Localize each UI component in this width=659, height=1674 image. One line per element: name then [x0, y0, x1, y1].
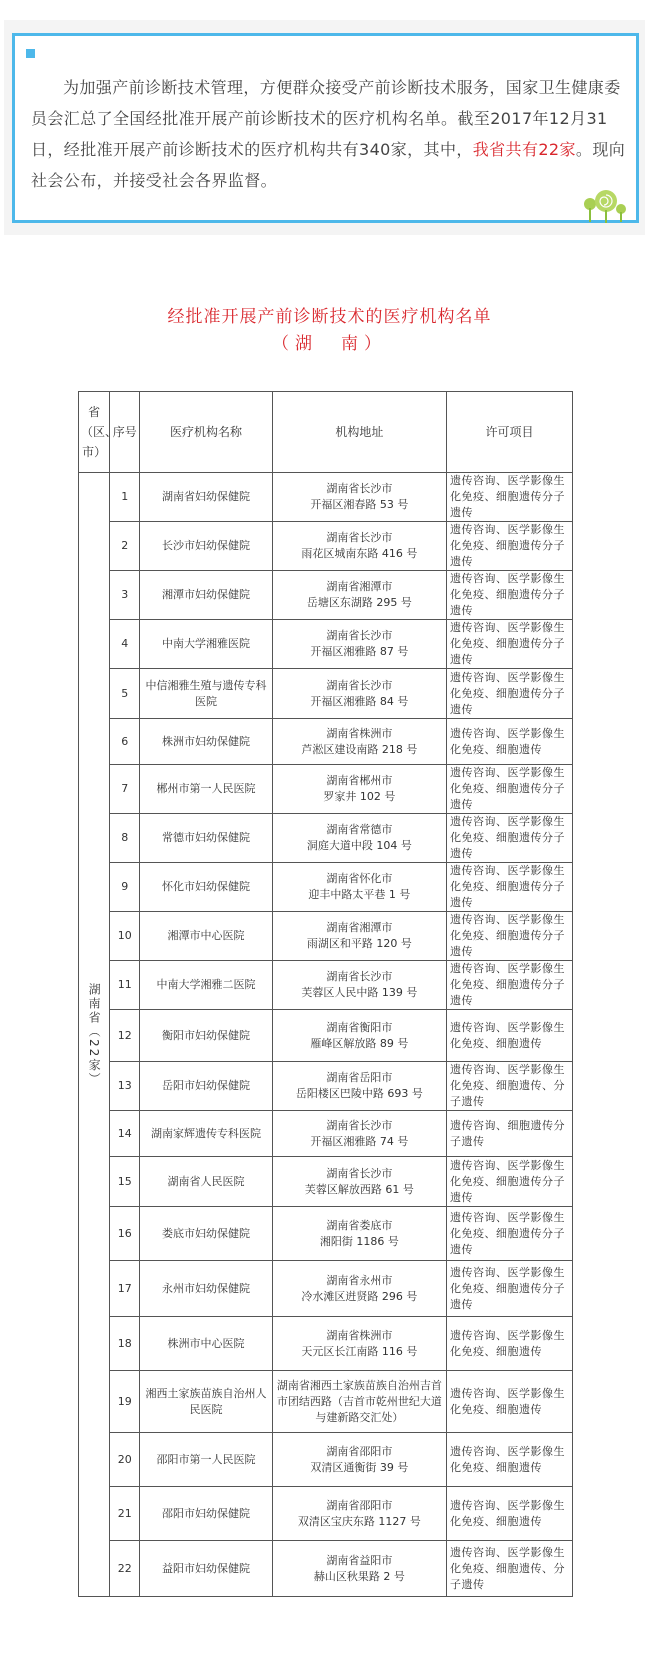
- institution-name: 中南大学湘雅二医院: [140, 961, 272, 1010]
- address-line-1: 湖南省邵阳市: [326, 1444, 393, 1458]
- row-number: 17: [110, 1261, 140, 1317]
- permit-items: 遗传咨询、医学影像生化免疫、细胞遗传分子遗传: [447, 473, 573, 522]
- address-line-1: 湖南省衡阳市: [326, 1020, 393, 1034]
- table-row: [79, 814, 573, 863]
- address-line-1: 湖南省常德市: [326, 823, 393, 836]
- table-row: [79, 1541, 573, 1597]
- institution-name: 益阳市妇幼保健院: [140, 1541, 272, 1597]
- table-row: [79, 1261, 573, 1317]
- row-number: 6: [110, 719, 140, 765]
- permit-items: 遗传咨询、医学影像生化免疫、细胞遗传分子遗传: [447, 522, 573, 571]
- notice-text-after: 。现向社会公布，并接受社会各界监督。: [31, 140, 626, 190]
- institution-table: [78, 391, 573, 1597]
- header-permit: 许可项目: [447, 392, 573, 473]
- table-row: [79, 719, 573, 765]
- row-number: 22: [110, 1541, 140, 1597]
- list-title: 经批准开展产前诊断技术的医疗机构名单: [167, 307, 492, 327]
- row-number: 16: [110, 1207, 140, 1261]
- permit-items: 遗传咨询、医学影像生化免疫、细胞遗传: [447, 1371, 573, 1433]
- address-line-1: 湖南省邵阳市: [326, 1498, 393, 1512]
- institution-name: 永州市妇幼保健院: [140, 1261, 272, 1317]
- square-bullet-icon: [26, 49, 35, 58]
- institution-address: [272, 620, 446, 669]
- institution-name: 湖南家辉遗传专科医院: [140, 1111, 272, 1157]
- address-line-1: 湖南省永州市: [326, 1273, 393, 1287]
- row-number: 2: [110, 522, 140, 571]
- institution-name: 株洲市中心医院: [140, 1317, 272, 1371]
- institution-address: [272, 522, 446, 571]
- address-line-1: 湖南省长沙市: [326, 678, 393, 692]
- row-number: 1: [110, 473, 140, 522]
- address-line-1: 湖南省长沙市: [326, 1118, 393, 1132]
- address-line-2: 罗家井 102 号: [323, 790, 396, 803]
- address-line-2: 雨花区城南东路 416 号: [301, 547, 418, 560]
- table-body: [79, 473, 573, 1597]
- institution-address: [272, 912, 446, 961]
- institution-address: [272, 814, 446, 863]
- permit-items: 遗传咨询、医学影像生化免疫、细胞遗传: [447, 1010, 573, 1062]
- address-line-1: 湖南省长沙市: [326, 970, 393, 983]
- institution-address: [272, 1371, 446, 1433]
- table-row: [79, 522, 573, 571]
- row-number: 14: [110, 1111, 140, 1157]
- list-subtitle: （湖 南）: [272, 334, 387, 354]
- institution-name: 邵阳市妇幼保健院: [140, 1487, 272, 1541]
- permit-items: 遗传咨询、医学影像生化免疫、细胞遗传分子遗传: [447, 1261, 573, 1317]
- institution-name: 中南大学湘雅医院: [140, 620, 272, 669]
- row-number: 10: [110, 912, 140, 961]
- institution-address: [272, 961, 446, 1010]
- table-row: [79, 1487, 573, 1541]
- address-line-1: 湖南省郴州市: [326, 774, 393, 787]
- header-name: 医疗机构名称: [140, 392, 272, 473]
- institution-address: [272, 863, 446, 912]
- institution-name: 湘西土家族苗族自治州人民医院: [140, 1371, 272, 1433]
- address-line-1: 湖南省长沙市: [326, 629, 393, 642]
- row-number: 20: [110, 1433, 140, 1487]
- address-line-1: 湖南省娄底市: [326, 1218, 393, 1232]
- address-line-2: 迎丰中路太平巷 1 号: [308, 888, 411, 901]
- province-label: 湖南省（22家）: [87, 982, 102, 1087]
- permit-items: 遗传咨询、医学影像生化免疫、细胞遗传分子遗传: [447, 669, 573, 719]
- institution-address: [272, 1261, 446, 1317]
- institution-name: 湘潭市中心医院: [140, 912, 272, 961]
- table-row: [79, 912, 573, 961]
- table-row: [79, 571, 573, 620]
- permit-items: 遗传咨询、细胞遗传分子遗传: [447, 1111, 573, 1157]
- institution-address: [272, 1111, 446, 1157]
- notice-paragraph: [31, 72, 627, 196]
- address-line-1: 湖南省长沙市: [326, 531, 393, 544]
- institution-address: [272, 1062, 446, 1111]
- table-row: [79, 1111, 573, 1157]
- table-row: [79, 765, 573, 814]
- permit-items: 遗传咨询、医学影像生化免疫、细胞遗传: [447, 1317, 573, 1371]
- table-header-row: [79, 392, 573, 473]
- permit-items: 遗传咨询、医学影像生化免疫、细胞遗传分子遗传: [447, 961, 573, 1010]
- address-line-1: 湖南省长沙市: [326, 482, 393, 495]
- permit-items: 遗传咨询、医学影像生化免疫、细胞遗传分子遗传: [447, 1207, 573, 1261]
- address-line-1: 湖南省长沙市: [326, 1166, 393, 1180]
- table-row: [79, 1062, 573, 1111]
- row-number: 11: [110, 961, 140, 1010]
- header-province: 省（区、市）: [79, 392, 110, 473]
- address-line-1: 湖南省湘西土家族苗族自治州吉首市团结西路（吉首市乾州世纪大道与建新路交汇处）: [276, 1378, 442, 1424]
- address-line-1: 湖南省益阳市: [326, 1553, 393, 1567]
- address-line-2: 开福区湘雅路 84 号: [310, 694, 409, 708]
- table-row: [79, 863, 573, 912]
- row-number: 5: [110, 669, 140, 719]
- table-row: [79, 1207, 573, 1261]
- institution-name: 株洲市妇幼保健院: [140, 719, 272, 765]
- row-number: 19: [110, 1371, 140, 1433]
- institution-name: 长沙市妇幼保健院: [140, 522, 272, 571]
- header-no: 序号: [110, 392, 140, 473]
- notice-text-before: 为加强产前诊断技术管理，方便群众接受产前诊断技术服务，国家卫生健康委员会汇总了全国经批准开展产前诊断技术的医疗机构名单。截至2017年12月31日，经批准开展产前诊断技术的医疗机构共有340家，其中，: [31, 78, 621, 159]
- table-row: [79, 620, 573, 669]
- permit-items: 遗传咨询、医学影像生化免疫、细胞遗传分子遗传: [447, 1157, 573, 1207]
- row-number: 8: [110, 814, 140, 863]
- permit-items: 遗传咨询、医学影像生化免疫、细胞遗传分子遗传: [447, 571, 573, 620]
- address-line-2: 开福区湘雅路 74 号: [310, 1134, 409, 1148]
- address-line-1: 湖南省湘潭市: [326, 580, 393, 593]
- institution-address: [272, 1317, 446, 1371]
- institution-name: 岳阳市妇幼保健院: [140, 1062, 272, 1111]
- institution-address: [272, 473, 446, 522]
- institution-name: 湖南省人民医院: [140, 1157, 272, 1207]
- address-line-2: 岳阳楼区巴陵中路 693 号: [295, 1087, 423, 1100]
- table-row: [79, 961, 573, 1010]
- address-line-1: 湖南省湘潭市: [326, 921, 393, 934]
- permit-items: 遗传咨询、医学影像生化免疫、细胞遗传分子遗传: [447, 814, 573, 863]
- institution-address: [272, 1433, 446, 1487]
- institution-address: [272, 1010, 446, 1062]
- institution-address: [272, 1541, 446, 1597]
- address-line-1: 湖南省岳阳市: [326, 1071, 393, 1084]
- address-line-1: 湖南省怀化市: [326, 872, 393, 885]
- row-number: 7: [110, 765, 140, 814]
- institution-name: 娄底市妇幼保健院: [140, 1207, 272, 1261]
- institution-name: 郴州市第一人民医院: [140, 765, 272, 814]
- row-number: 15: [110, 1157, 140, 1207]
- row-number: 12: [110, 1010, 140, 1062]
- institution-address: [272, 765, 446, 814]
- row-number: 3: [110, 571, 140, 620]
- address-line-2: 雨湖区和平路 120 号: [306, 937, 412, 950]
- row-number: 18: [110, 1317, 140, 1371]
- address-line-2: 雁峰区解放路 89 号: [310, 1036, 409, 1050]
- permit-items: 遗传咨询、医学影像生化免疫、细胞遗传分子遗传: [447, 620, 573, 669]
- institution-address: [272, 669, 446, 719]
- table-row: [79, 1010, 573, 1062]
- institution-name: 衡阳市妇幼保健院: [140, 1010, 272, 1062]
- table-row: [79, 1317, 573, 1371]
- table-row: [79, 473, 573, 522]
- address-line-2: 湘阳街 1186 号: [319, 1234, 399, 1248]
- institution-address: [272, 1487, 446, 1541]
- institution-name: 常德市妇幼保健院: [140, 814, 272, 863]
- permit-items: 遗传咨询、医学影像生化免疫、细胞遗传分子遗传: [447, 765, 573, 814]
- permit-items: 遗传咨询、医学影像生化免疫、细胞遗传、分子遗传: [447, 1062, 573, 1111]
- institution-address: [272, 719, 446, 765]
- address-line-2: 双清区通衡街 39 号: [310, 1460, 409, 1474]
- table-row: [79, 1157, 573, 1207]
- permit-items: 遗传咨询、医学影像生化免疫、细胞遗传: [447, 719, 573, 765]
- address-line-2: 双清区宝庆东路 1127 号: [297, 1514, 421, 1528]
- address-line-2: 芙蓉区解放西路 61 号: [304, 1182, 414, 1196]
- institution-name: 湖南省妇幼保健院: [140, 473, 272, 522]
- address-line-2: 岳塘区东湖路 295 号: [306, 596, 412, 609]
- permit-items: 遗传咨询、医学影像生化免疫、细胞遗传、分子遗传: [447, 1541, 573, 1597]
- address-line-2: 开福区湘雅路 87 号: [310, 645, 409, 658]
- row-number: 4: [110, 620, 140, 669]
- institution-name: 怀化市妇幼保健院: [140, 863, 272, 912]
- row-number: 9: [110, 863, 140, 912]
- institution-address: [272, 1207, 446, 1261]
- address-line-2: 芦淞区建设南路 218 号: [301, 742, 418, 756]
- permit-items: 遗传咨询、医学影像生化免疫、细胞遗传: [447, 1433, 573, 1487]
- institution-name: 中信湘雅生殖与遗传专科医院: [140, 669, 272, 719]
- header-address: 机构地址: [272, 392, 446, 473]
- notice-highlight: 我省共有22家: [472, 140, 576, 159]
- province-cell: [79, 473, 110, 1597]
- permit-items: 遗传咨询、医学影像生化免疫、细胞遗传: [447, 1487, 573, 1541]
- address-line-2: 赫山区秋果路 2 号: [313, 1569, 405, 1583]
- institution-name: 邵阳市第一人民医院: [140, 1433, 272, 1487]
- table-row: [79, 669, 573, 719]
- address-line-2: 芙蓉区人民中路 139 号: [301, 986, 418, 999]
- address-line-2: 冷水滩区逬贤路 296 号: [301, 1289, 418, 1303]
- notice-box: [12, 33, 639, 223]
- permit-items: 遗传咨询、医学影像生化免疫、细胞遗传分子遗传: [447, 912, 573, 961]
- table-row: [79, 1371, 573, 1433]
- table-row: [79, 1433, 573, 1487]
- row-number: 13: [110, 1062, 140, 1111]
- address-line-2: 天元区长江南路 116 号: [301, 1344, 418, 1358]
- address-line-2: 开福区湘春路 53 号: [310, 498, 409, 511]
- address-line-2: 洞庭大道中段 104 号: [306, 839, 412, 852]
- institution-address: [272, 1157, 446, 1207]
- institution-address: [272, 571, 446, 620]
- address-line-1: 湖南省株洲市: [326, 1328, 393, 1342]
- row-number: 21: [110, 1487, 140, 1541]
- address-line-1: 湖南省株洲市: [326, 726, 393, 740]
- institution-name: 湘潭市妇幼保健院: [140, 571, 272, 620]
- permit-items: 遗传咨询、医学影像生化免疫、细胞遗传分子遗传: [447, 863, 573, 912]
- trees-decoration-icon: [582, 190, 630, 224]
